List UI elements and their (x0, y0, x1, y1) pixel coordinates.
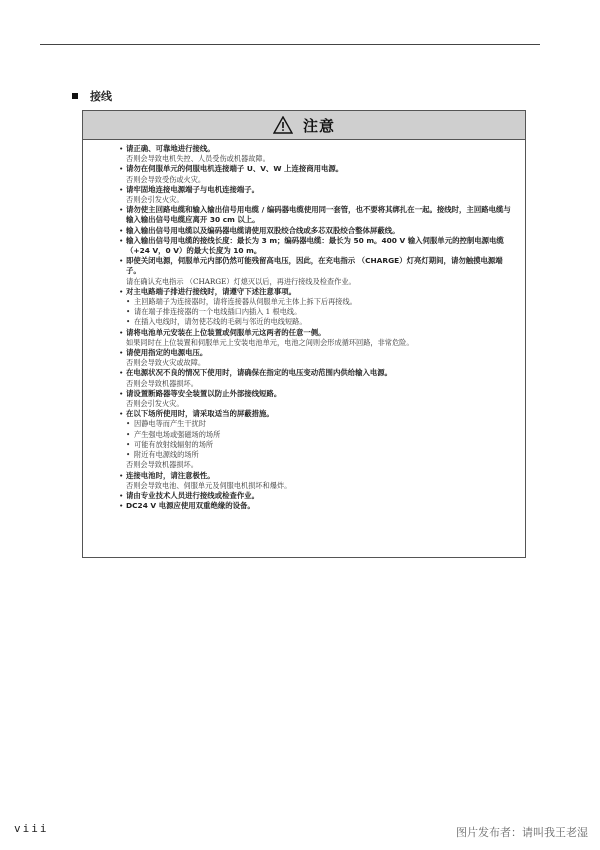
caution-item-text: 在以下场所使用时，请采取适当的屏蔽措施。 (126, 409, 274, 419)
bullet-icon: • (119, 327, 124, 337)
caution-sub-item-text: 在插入电线时，请勿使芯线的毛刺与邻近的电线短路。 (134, 317, 307, 327)
caution-sub-item (119, 440, 515, 450)
bullet-icon: • (119, 286, 124, 296)
bullet-icon: • (119, 501, 124, 511)
caution-sub-item-text: 因静电等而产生干扰时 (134, 419, 206, 429)
caution-item (119, 501, 515, 511)
caution-sub-item-text: 产生强电场或强磁场的场所 (134, 429, 221, 439)
caution-item-text: 对主电路端子排进行接线时，请遵守下述注意事项。 (126, 286, 296, 296)
caution-title: 注意 (302, 116, 335, 135)
caution-item (119, 205, 515, 225)
sub-bullet-icon: • (126, 439, 131, 449)
caution-item-text: 连接电池时，请注意极性。 (126, 470, 215, 480)
caution-item (119, 471, 515, 491)
caution-item-note: 否则会导致电池、伺服单元及伺服电机损坏和爆炸。 (126, 480, 292, 490)
caution-item (119, 389, 515, 409)
bullet-icon: • (119, 184, 124, 194)
caution-sub-item-text: 主回路端子为连接器时，请将连接器从伺服单元主体上拆下后再接线。 (134, 297, 357, 307)
sub-bullet-icon: • (126, 307, 131, 317)
caution-item-note: 请在确认充电指示 （CHARGE）灯熄灭以后，再进行接线及检查作业。 (126, 276, 356, 286)
sub-bullet-icon: • (126, 419, 131, 429)
caution-item-note: 否则会导致受伤或火灾。 (126, 174, 206, 184)
caution-list (83, 140, 525, 511)
caution-item (119, 236, 515, 256)
caution-item (119, 256, 515, 287)
bullet-icon: • (119, 164, 124, 174)
sub-bullet-icon: • (126, 297, 131, 307)
bullet-icon: • (119, 388, 124, 398)
caution-sub-item (119, 297, 515, 307)
caution-item-text: 在电源状况不良的情况下使用时，请确保在指定的电压变动范围内供给输入电源。 (126, 368, 393, 378)
bullet-icon: • (119, 256, 124, 266)
caution-item (119, 185, 515, 205)
caution-item-text: 请使用指定的电源电压。 (126, 348, 208, 358)
warning-icon (273, 116, 293, 134)
watermark: 图片发布者：请叫我王老湿 (456, 826, 588, 839)
caution-sub-item (119, 430, 515, 440)
caution-item-note: 否则会导致机器损坏。 (126, 378, 198, 388)
caution-sub-item (119, 419, 515, 429)
caution-sub-item (119, 317, 515, 327)
square-bullet-icon (72, 93, 78, 99)
caution-item (119, 164, 515, 184)
caution-item-text: DC24 V 电源应使用双重绝缘的设备。 (126, 501, 255, 511)
bullet-icon: • (119, 225, 124, 235)
caution-item-text: 输入输出信号用电缆以及编码器电缆请使用双股绞合线或多芯双股绞合整体屏蔽线。 (126, 225, 400, 235)
caution-item-text: 请牢固地连接电源端子与电机连接端子。 (126, 184, 260, 194)
caution-item-text: 请正确、可靠地进行接线。 (126, 144, 215, 153)
caution-item-note: 否则会导致电机失控、人员受伤或机器故障。 (126, 154, 270, 164)
sub-bullet-icon: • (126, 450, 131, 460)
caution-item-text: 请由专业技术人员进行接线或检查作业。 (126, 490, 260, 500)
caution-sub-item-text: 请在端子排连接器的一个电线插口内插入 1 根电线。 (134, 307, 302, 317)
sub-bullet-icon: • (126, 317, 131, 327)
caution-item (119, 368, 515, 388)
section-heading (72, 88, 112, 104)
caution-item (119, 144, 515, 164)
caution-item-text: 请将电池单元安装在上位装置或伺服单元这两者的任意一侧。 (126, 327, 326, 337)
bullet-icon: • (119, 348, 124, 358)
bullet-icon: • (119, 470, 124, 480)
caution-item-note: 如果同时在上位装置和伺服单元上安装电池单元，电池之间则会形成循环回路，非常危险。 (126, 337, 414, 347)
section-title: 接线 (90, 90, 112, 103)
caution-item (119, 348, 515, 368)
caution-sub-item-text: 附近有电源线的场所 (134, 450, 199, 460)
caution-item-note: 否则会导致火灾或故障。 (126, 358, 206, 368)
bullet-icon: • (119, 490, 124, 500)
caution-item (119, 328, 515, 348)
caution-item-text: 输入输出信号用电缆的接线长度：最长为 3 m；编码器电缆：最长为 50 m。400 V 输入伺服单元的控制电源电缆 （+24 V，0 V）的最大长度为 10 m。 (126, 235, 504, 256)
caution-header (83, 111, 525, 140)
caution-item-text: 即使关闭电源，伺服单元内部仍然可能残留高电压，因此，在充电指示 （CHARGE）灯亮灯期间，请勿触摸电源端子。 (126, 256, 503, 276)
caution-item-note: 否则会导致机器损坏。 (126, 460, 198, 470)
caution-item-note: 否则会引发火灾。 (126, 195, 184, 205)
caution-item-text: 请勿使主回路电缆和输入输出信号用电缆 / 编码器电缆使用同一套管，也不要将其绑扎在一起。接线时，主回路电缆与输入输出信号电缆应离开 30 cm 以上。 (126, 205, 511, 225)
bullet-icon: • (119, 235, 124, 245)
caution-sub-item (119, 450, 515, 460)
caution-item-note: 否则会引发火灾。 (126, 399, 184, 409)
caution-sub-item (119, 307, 515, 317)
caution-box (82, 110, 526, 558)
bullet-icon: • (119, 409, 124, 419)
bullet-icon: • (119, 368, 124, 378)
caution-item-text: 请设置断路器等安全装置以防止外部接线短路。 (126, 388, 282, 398)
caution-item-text: 请勿在伺服单元的伺服电机连接端子 U、V、W 上连接商用电源。 (126, 164, 344, 174)
caution-item (119, 409, 515, 470)
bullet-icon: • (119, 144, 124, 153)
caution-sub-item-text: 可能有放射线辐射的场所 (134, 439, 214, 449)
caution-item (119, 287, 515, 328)
caution-item (119, 226, 515, 236)
bullet-icon: • (119, 205, 124, 215)
top-rule (40, 44, 540, 45)
sub-bullet-icon: • (126, 429, 131, 439)
caution-item (119, 491, 515, 501)
page-number: viii (14, 822, 49, 835)
